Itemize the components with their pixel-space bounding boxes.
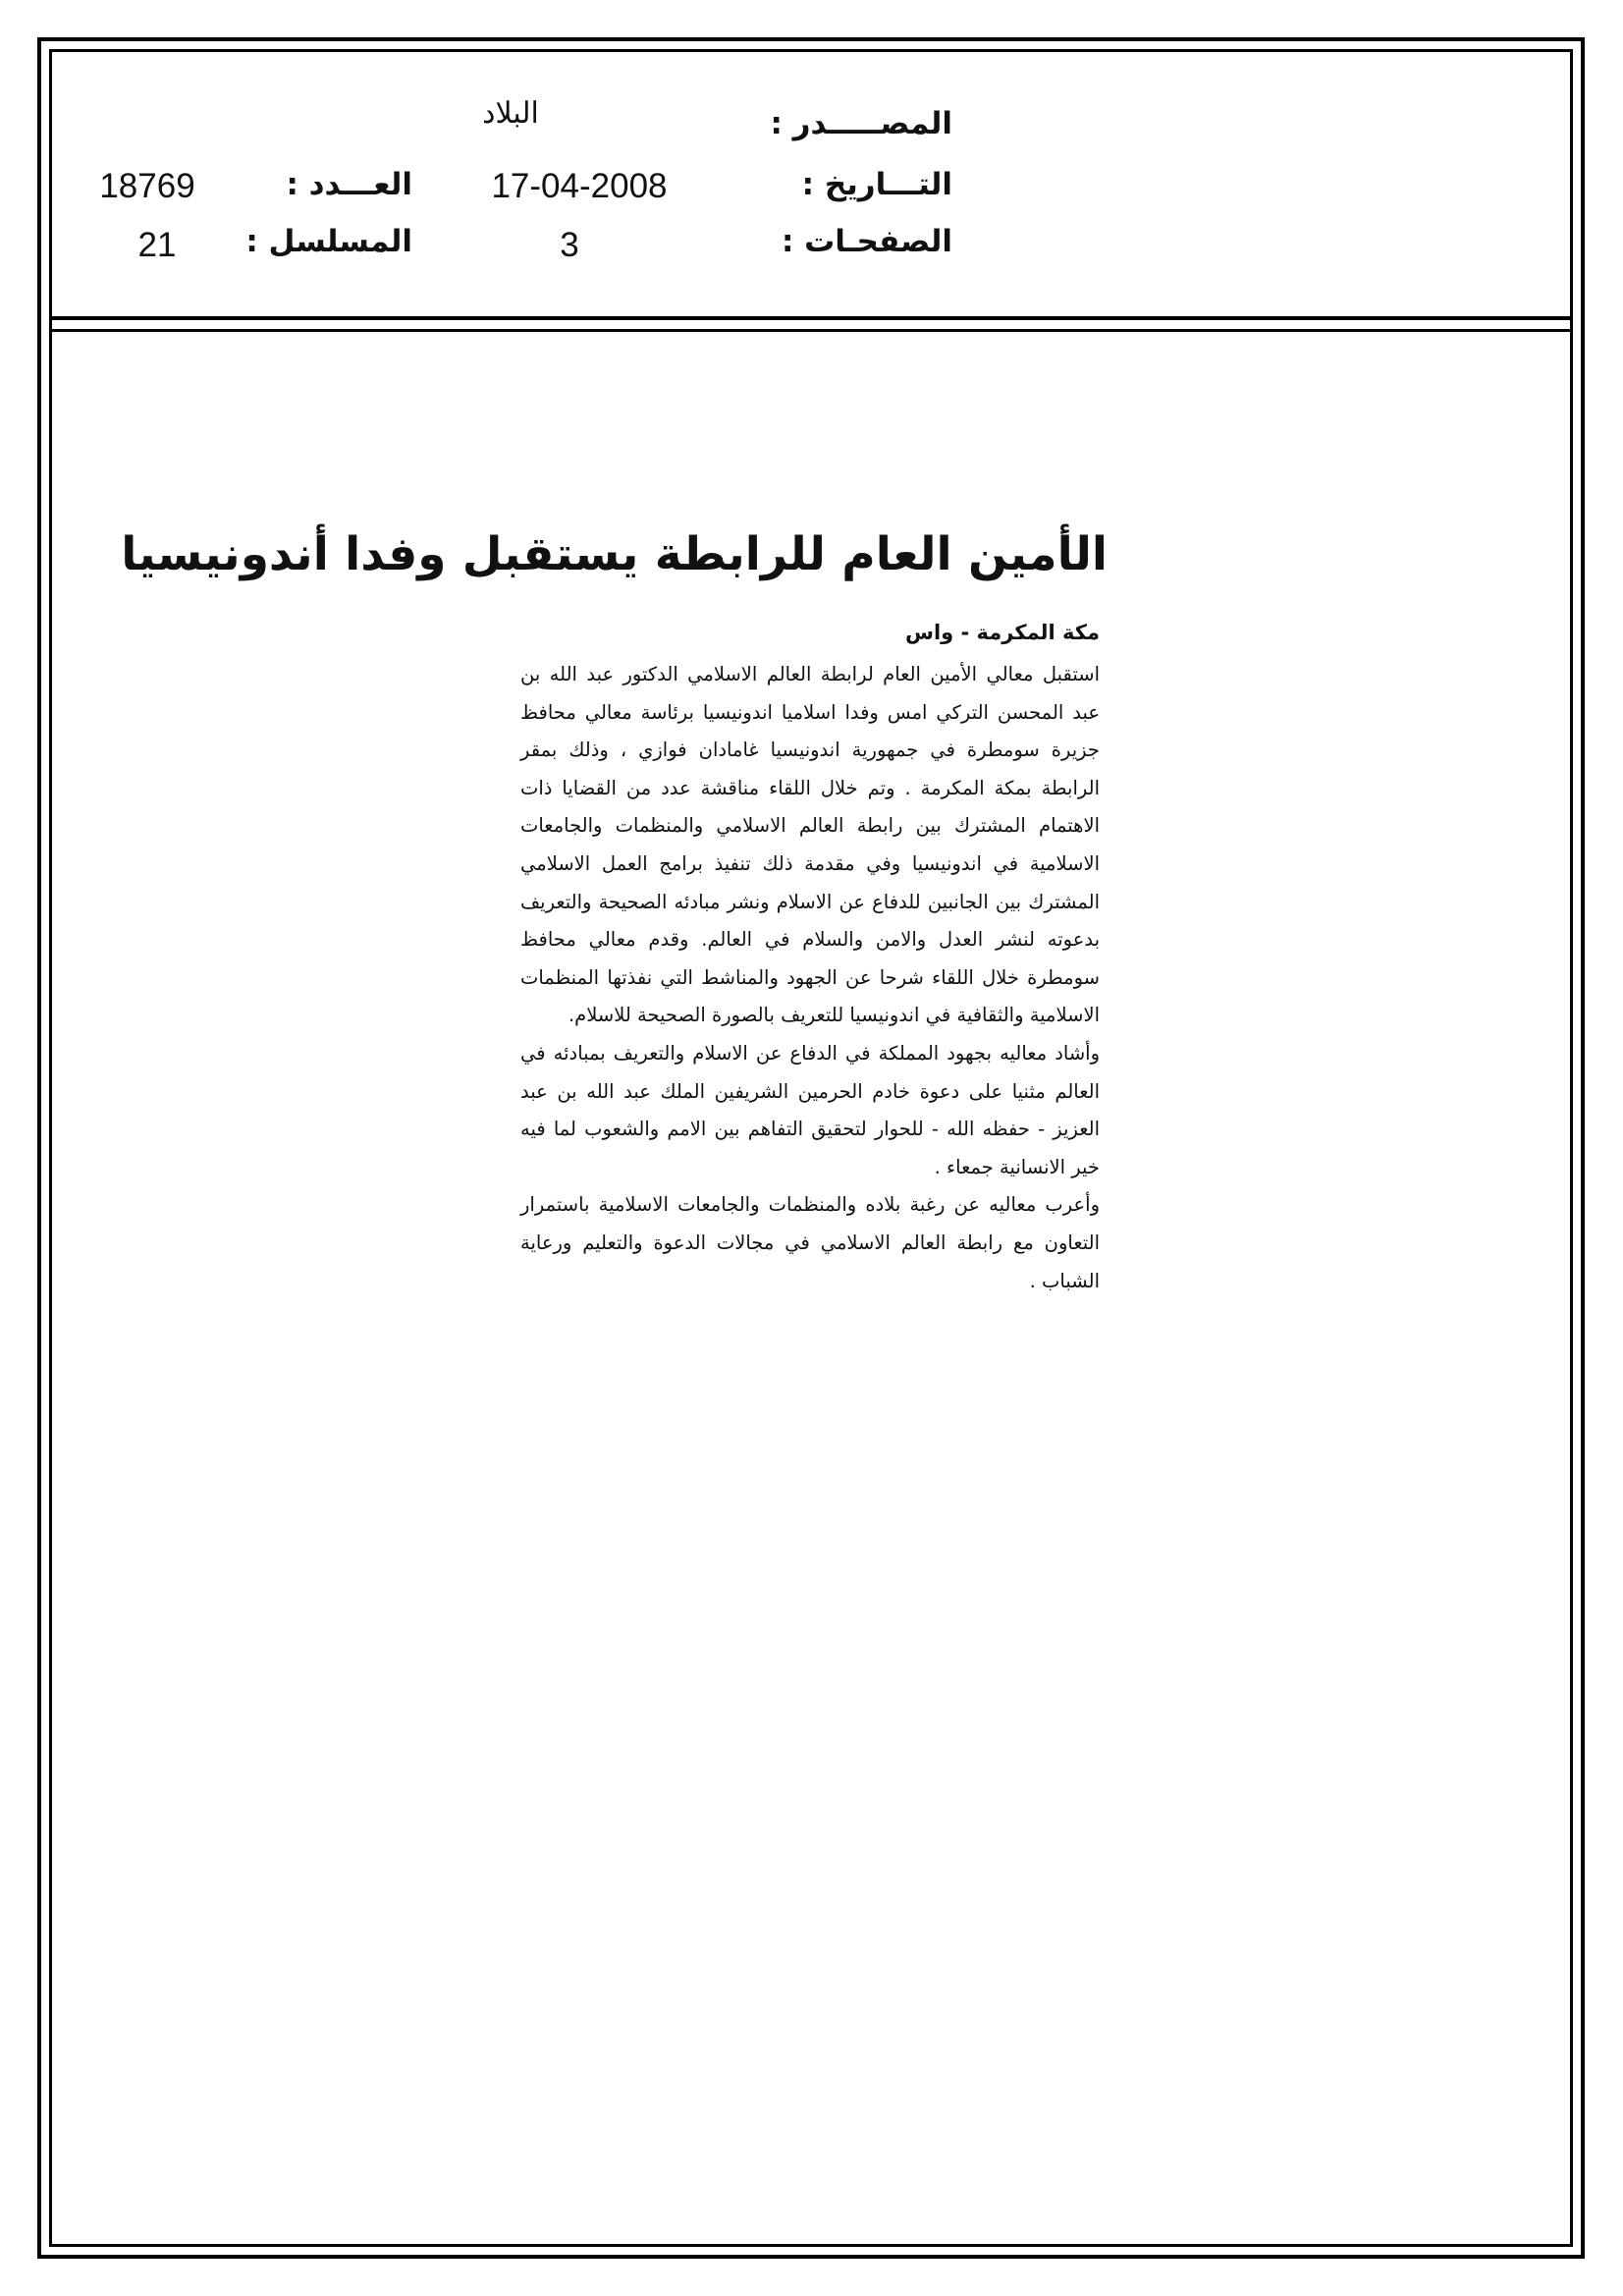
header-divider: [49, 316, 1573, 320]
pages-value: 3: [560, 226, 579, 264]
article-headline: الأمين العام للرابطة يستقبل وفدا أندونيسيا: [121, 527, 1108, 581]
serial-value: 21: [137, 226, 177, 264]
header-divider-inner: [49, 329, 1573, 332]
article-body: [520, 656, 1100, 1300]
article-paragraph: وأعرب معاليه عن رغبة بلاده والمنظمات والجامعات الاسلامية باستمرار التعاون مع رابطة العالم الاسلامي في مجالات الدعوة والتعليم ورعاية الشباب .: [520, 1193, 1100, 1292]
serial-label: المسلسل :: [245, 224, 412, 259]
article-paragraph: وأشاد معاليه بجهود المملكة في الدفاع عن الاسلام والتعريف بمبادئه في العالم مثنيا على دعوة خادم الحرمين الشريفين الملك عبد الله بن عبد العزيز - حفظه الله - للحوار لتحقيق التفاهم بين الامم والشعوب لما فيه خير الانسانية جمعاء .: [520, 1041, 1100, 1178]
article-dateline: مكة المكرمة - واس: [904, 621, 1100, 644]
article-paragraph: استقبل معالي الأمين العام لرابطة العالم الاسلامي الدكتور عبد الله بن عبد المحسن التركي امس وفدا اسلاميا اندونيسيا برئاسة معالي محافظ جزيرة سومطرة في جمهورية اندونيسيا غامادان فوازي ، وذلك بمقر الرابطة بمكة المكرمة . وتم خلال اللقاء مناقشة عدد من القضايا ذات الاهتمام المشترك بين رابطة العالم الاسلامي والمنظمات والجامعات الاسلامية في اندونيسيا وفي مقدمة ذلك تنفيذ برامج العمل الاسلامي المشترك بين الجانبين للدفاع عن الاسلام ونشر مبادئه الصحيحة والتعريف بدعوته لنشر العدل والامن والسلام في العالم. وقدم معالي محافظ سومطرة خلال اللقاء شرحا عن الجهود والمناشط التي نفذتها المنظمات الاسلامية والثقافية في اندونيسيا للتعريف بالصورة الصحيحة للاسلام.: [520, 663, 1100, 1027]
pages-label: الصفحـات :: [781, 224, 952, 259]
source-label: المصـــــدر :: [770, 106, 952, 141]
source-value: البلاد: [482, 97, 539, 130]
date-label: التـــاريخ :: [801, 167, 952, 202]
issue-value: 18769: [99, 167, 195, 205]
date-value: 17-04-2008: [491, 167, 668, 205]
issue-label: العـــدد :: [286, 167, 412, 202]
